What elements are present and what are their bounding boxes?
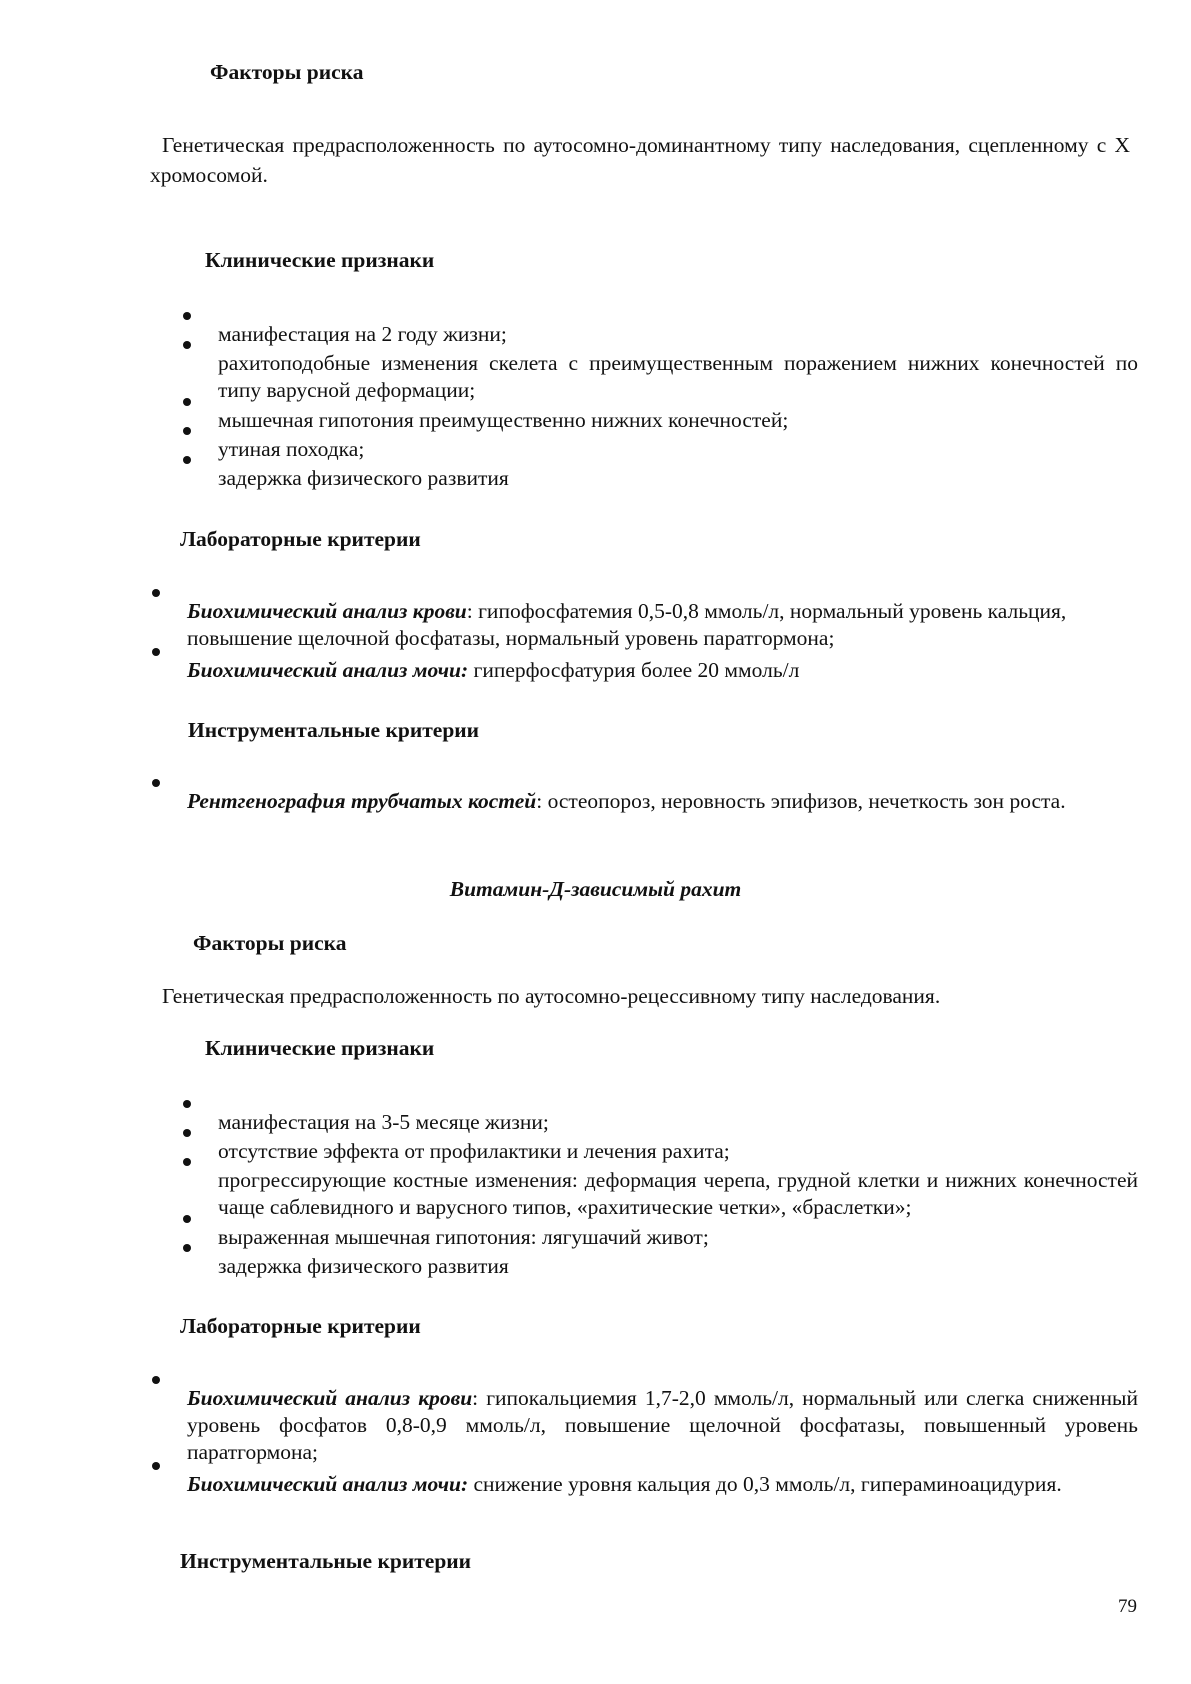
- section-title: Витамин-Д-зависимый рахит: [449, 877, 742, 901]
- bullet-icon: [152, 1376, 160, 1384]
- clinical-signs-heading: Клинические признаки: [205, 248, 435, 272]
- instrumental-criteria-heading: Инструментальные критерии: [188, 718, 480, 742]
- bullet-icon: [183, 1244, 191, 1252]
- item-label: Биохимический анализ крови: [187, 1385, 473, 1410]
- bullet-icon: [152, 589, 160, 597]
- bullet-icon: [183, 1215, 191, 1223]
- item-label: Биохимический анализ мочи:: [187, 657, 469, 682]
- list-item: выраженная мышечная гипотония: лягушачий живот;: [218, 1224, 709, 1249]
- risk-factors-heading: Факторы риска: [193, 931, 347, 955]
- list-item: [187, 657, 1127, 684]
- list-item: [187, 1471, 1138, 1498]
- bullet-icon: [183, 427, 191, 435]
- page-number: 79: [1118, 1596, 1137, 1617]
- item-text: гиперфосфатурия более 20 ммоль/л: [468, 657, 800, 682]
- list-item: [187, 788, 1127, 815]
- instrumental-criteria-heading: Инструментальные критерии: [180, 1549, 472, 1573]
- list-item: манифестация на 2 году жизни;: [218, 321, 507, 346]
- bullet-icon: [183, 312, 191, 320]
- list-item: [187, 598, 1127, 652]
- bullet-icon: [152, 779, 160, 787]
- bullet-icon: [152, 1462, 160, 1470]
- item-text: : гипокальциемия 1,7-2,0 ммоль/л, нормальный или слегка сниженный уровень фосфатов 0,8-0,9 ммоль/л, повышение щелочной фосфатазы, повышенный уровень паратгормона;: [187, 1385, 1138, 1464]
- bullet-icon: [183, 1158, 191, 1166]
- list-item: мышечная гипотония преимущественно нижних конечностей;: [218, 407, 789, 432]
- item-text: снижение уровня кальция до 0,3 ммоль/л, гипераминоацидурия.: [468, 1471, 1062, 1496]
- list-item: задержка физического развития: [218, 465, 509, 490]
- bullet-icon: [183, 1100, 191, 1108]
- bullet-icon: [183, 456, 191, 464]
- lab-criteria-heading: Лабораторные критерии: [180, 1314, 421, 1338]
- bullet-icon: [183, 398, 191, 406]
- item-label: Биохимический анализ крови: [187, 598, 467, 623]
- list-item: прогрессирующие костные изменения: деформация черепа, грудной клетки и нижних конечностей чаще саблевидного и варусного типов, «рахитические четки», «браслетки»;: [218, 1167, 1138, 1219]
- risk-factors-text: Генетическая предрасположенность по аутосомно-доминантному типу наследования, сцепленному с Х хромосомой.: [150, 132, 1130, 187]
- risk-factors-heading: Факторы риска: [210, 60, 364, 84]
- bullet-icon: [183, 341, 191, 349]
- list-item: утиная походка;: [218, 436, 365, 461]
- lab-criteria-heading: Лабораторные критерии: [180, 527, 421, 551]
- bullet-icon: [152, 648, 160, 656]
- bullet-icon: [183, 1129, 191, 1137]
- list-item: задержка физического развития: [218, 1253, 509, 1278]
- list-item: рахитоподобные изменения скелета с преимущественным поражением нижних конечностей по типу варусной деформации;: [218, 350, 1138, 402]
- list-item: манифестация на 3-5 месяце жизни;: [218, 1109, 549, 1134]
- item-text: : гипофосфатемия 0,5-0,8 ммоль/л, нормальный уровень кальция, повышение щелочной фосфатазы, нормальный уровень паратгормона;: [187, 598, 1067, 650]
- item-text: : остеопороз, неровность эпифизов, нечеткость зон роста.: [536, 788, 1066, 813]
- clinical-signs-heading: Клинические признаки: [205, 1036, 435, 1060]
- list-item: отсутствие эффекта от профилактики и лечения рахита;: [218, 1138, 730, 1163]
- risk-factors-text: Генетическая предрасположенность по аутосомно-рецессивному типу наследования.: [162, 984, 941, 1008]
- item-label: Биохимический анализ мочи:: [187, 1471, 469, 1496]
- item-label: Рентгенография трубчатых костей: [187, 788, 537, 813]
- list-item: [187, 1385, 1138, 1466]
